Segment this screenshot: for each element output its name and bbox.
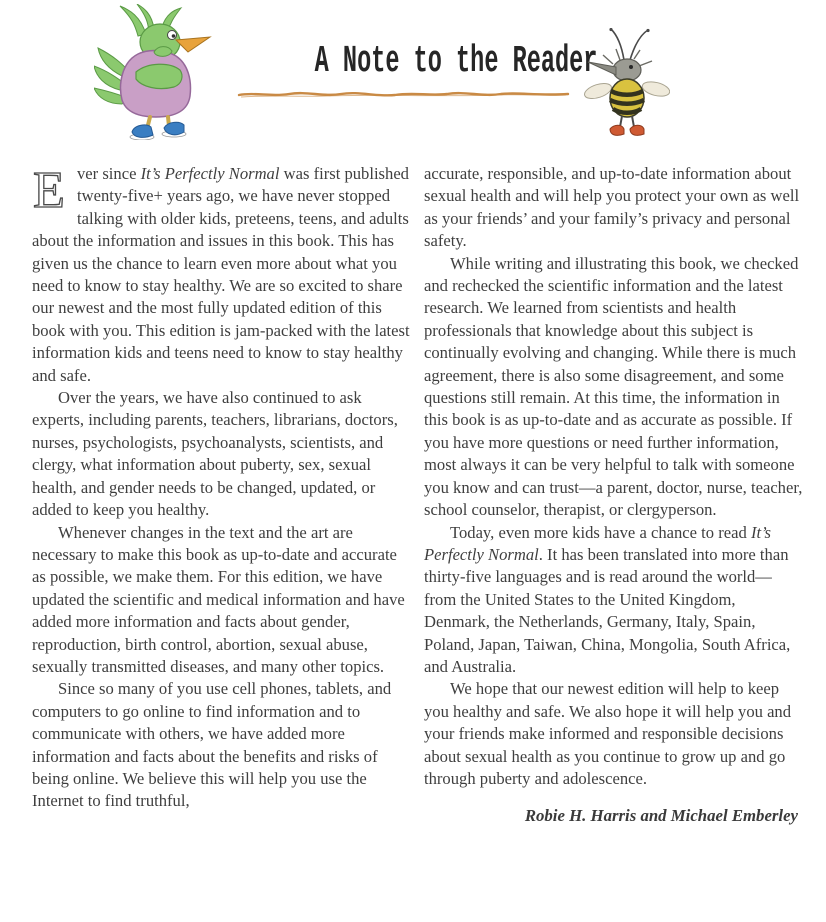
right-column bbox=[424, 163, 804, 828]
page-title: A Note to the Reader bbox=[314, 40, 598, 83]
paragraph-1 bbox=[32, 163, 412, 387]
two-column-text bbox=[0, 163, 826, 828]
paragraph-3: Whenever changes in the text and the art are necessary to make this book as up-to-date and accurate as possible, we make them. For this edition, we have updated the scientific and medical information and have added more information and facts about gender, reproduction, birth control, abortion, sexual abuse, sexually transmitted diseases, and many other topics. bbox=[32, 522, 405, 676]
bee-character-illustration bbox=[584, 28, 670, 140]
paragraph-2: Over the years, we have also continued to ask experts, including parents, teachers, librarians, doctors, nurses, psychologists, psychoanalysts, scientists, and clergy, what information about puberty, sex, sexual health, and gender needs to be changed, updated, or added to keep you healthy. bbox=[32, 388, 398, 520]
paragraph-6: While writing and illustrating this book, we checked and rechecked the scientific information and the latest research. We learned from scientists and health professionals that knowledge about this subject is continually evolving and changing. While there is much agreement, there is also some disagreement, and some questions still remain. At this time, the information in this book is as up-to-date and as accurate as possible. If you have more questions or need further information, most always it can be very helpful to talk with someone you know and can trust—a parent, doctor, nurse, teacher, school counselor, therapist, or clergyperson. bbox=[424, 253, 803, 520]
title-block bbox=[228, 40, 598, 99]
dropcap-text: E bbox=[32, 166, 65, 212]
paragraph-text: ver since bbox=[77, 164, 141, 183]
paragraph-text: was first published twenty-five+ years ago, we have never stopped talking with older kids, preteens, teens, and adults about the information and issues in this book. This has given us the chance to learn even more about what you need to know to stay healthy. We are so excited to share our newest and the most fully updated edition of this book with you. This edition is jam-packed with the latest information kids and teens need to know to stay healthy and safe. bbox=[32, 164, 410, 385]
title-underline-decoration bbox=[237, 89, 570, 99]
dropcap-letter bbox=[32, 166, 70, 212]
paragraph-8: We hope that our newest edition will help to keep you healthy and safe. We also hope it will help you and your friends make informed and responsible decisions about sexual health as you continue to grow up and go through puberty and adolescence. bbox=[424, 679, 792, 788]
book-title-italic: It’s Perfectly Normal bbox=[140, 164, 280, 183]
left-column bbox=[32, 163, 412, 828]
page-header bbox=[0, 0, 826, 163]
paragraph-5: accurate, responsible, and up-to-date information about sexual health and will help you protect your own as well as your friends’ and your family’s privacy and personal safety. bbox=[424, 164, 800, 251]
paragraph-7 bbox=[424, 522, 804, 679]
paragraph-4: Since so many of you use cell phones, tablets, and computers to go online to find information and to communicate with others, we have added more information and facts about the benefits and risks of being online. We believe this will help you use the Internet to find truthful, bbox=[32, 679, 392, 811]
book-title-italic: It’s Perfectly Normal bbox=[424, 522, 771, 564]
authors-signature: Robie H. Harris and Michael Emberley bbox=[524, 806, 798, 826]
paragraph-text: . It has been translated into more than thirty-five languages and is read around the world—from the United States to the United Kingdom, Denmark, the Netherlands, Germany, Italy, Spain, Poland, Japan, Taiwan, China, Mongolia, South Africa, and Australia. bbox=[424, 544, 791, 676]
bird-character-illustration bbox=[94, 4, 228, 140]
paragraph-text: Today, even more kids have a chance to read bbox=[450, 522, 751, 542]
